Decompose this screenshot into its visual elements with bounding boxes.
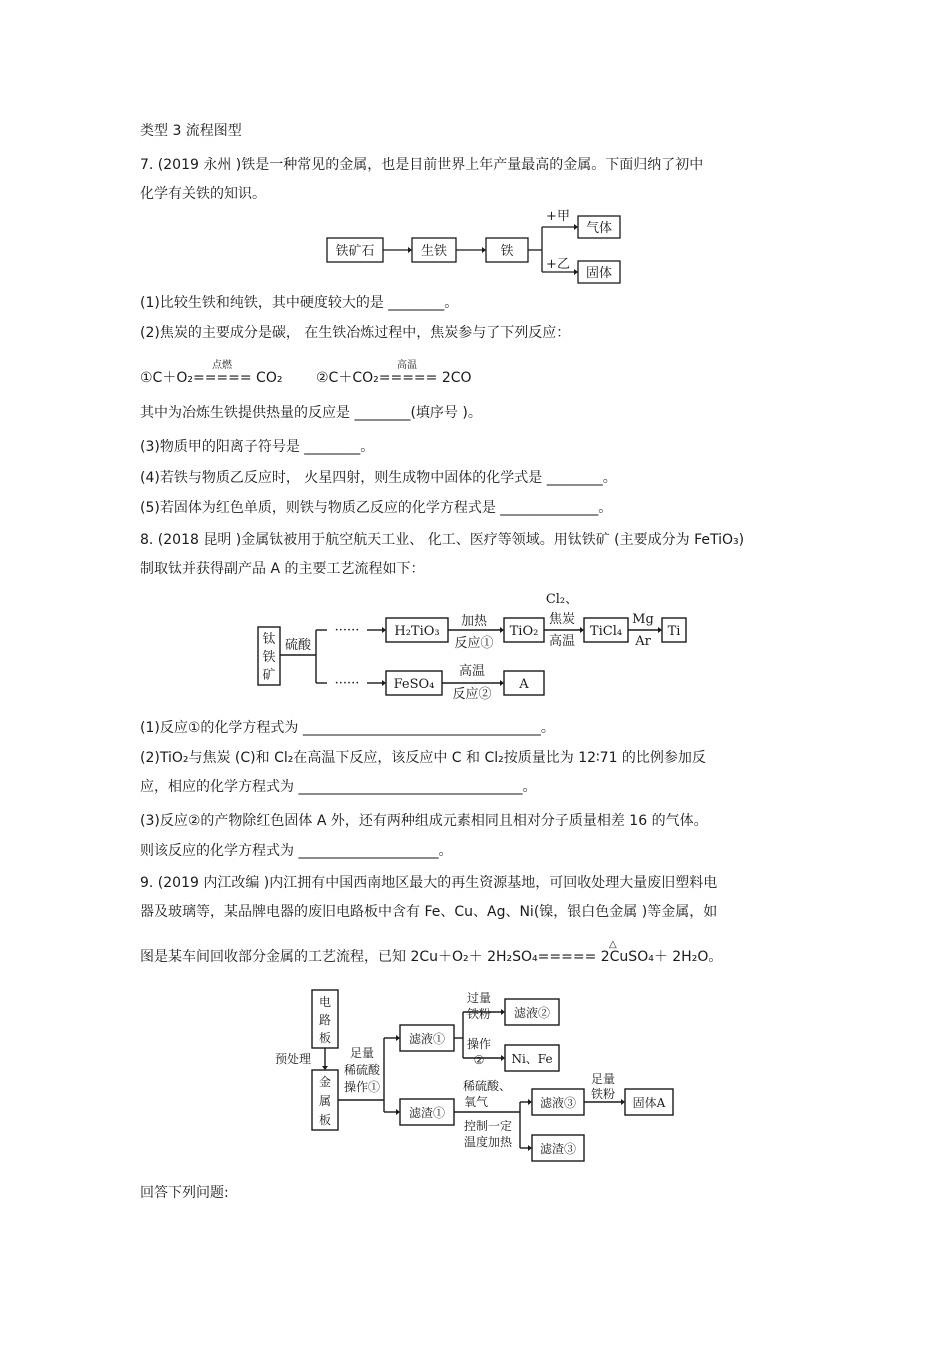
q9-metal-char3: 板 <box>318 1113 332 1127</box>
q9-intro-line3: 图是某车间回收部分金属的工艺流程，已知 2Cu＋O₂＋ 2H₂SO₄===== 2CuSO₄＋ 2H₂O。 <box>140 949 723 965</box>
q9-label-solid-a: 固体A <box>632 1096 666 1110</box>
q9-label-op2a: 操作 <box>466 1037 492 1051</box>
q8-titanium-flow-diagram <box>250 585 700 705</box>
q8-label-acid: 硫酸 <box>284 638 312 653</box>
q8-label-high-temp2: 高温 <box>458 664 486 679</box>
q8-label-react1: 反应① <box>454 636 494 651</box>
q9-label-enough: 足量 <box>349 1046 375 1060</box>
q7-label-iron: 铁 <box>500 244 514 259</box>
q8-ore-char3: 矿 <box>262 668 276 683</box>
q8-ore-char2: 铁 <box>262 650 276 665</box>
q7-reaction2: ②C＋CO₂===== 2CO <box>316 370 472 386</box>
q7-intro-line2: 化学有关铁的知识。 <box>140 186 266 202</box>
q7-label-ore: 铁矿石 <box>335 244 375 259</box>
q7-reaction2-condition: 高温 <box>397 360 417 371</box>
q7-label-plus-yi: +乙 <box>546 257 570 272</box>
q8-intro-line1: 8. (2018 昆明 )金属钛被用于航空航天工业、 化工、医疗等领域。用钛铁矿 (主要成分为 FeTiO₃) <box>140 532 745 548</box>
q7-part3: (3)物质甲的阳离子符号是 ________。 <box>140 439 375 455</box>
q8-part2-line2: 应，相应的化学方程式为 ________________________________。 <box>140 779 537 795</box>
q7-part5: (5)若固体为红色单质，则铁与物质乙反应的化学方程式是 ______________。 <box>140 500 613 516</box>
q8-label-feso4: FeSO₄ <box>393 677 435 692</box>
q8-label-high-temp: 高温 <box>548 634 576 649</box>
q7-part2-question: 其中为冶炼生铁提供热量的反应是 ________(填序号 )。 <box>140 405 482 421</box>
q8-label-heat: 加热 <box>460 614 488 629</box>
q8-label-ar: Ar <box>635 634 651 649</box>
q9-circuit-char2: 路 <box>318 1013 332 1027</box>
q9-label-dil-acid: 稀硫酸 <box>343 1063 381 1077</box>
q8-part2-line1: (2)TiO₂与焦炭 (C)和 Cl₂在高温下反应，该反应中 C 和 Cl₂按质量比为 12∶71 的比例参加反 <box>140 750 706 766</box>
q8-part3-line1: (3)反应②的产物除红色固体 A 外，还有两种组成元素相同且相对分子质量相差 16 的气体。 <box>140 813 708 829</box>
q9-label-enough2: 足量 <box>590 1072 616 1086</box>
q7-intro-line1: 7. (2019 永州 )铁是一种常见的金属，也是目前世界上年产量最高的金属。下面归纳了初中 <box>140 157 704 173</box>
q8-label-a: A <box>519 677 529 692</box>
q8-part1: (1)反应①的化学方程式为 __________________________________。 <box>140 720 555 736</box>
q8-label-h2tio3: H₂TiO₃ <box>394 624 440 639</box>
q8-label-tio2: TiO₂ <box>509 624 539 639</box>
q7-iron-flow-diagram <box>320 205 630 290</box>
q9-intro-line1: 9. (2019 内江改编 )内江拥有中国西南地区最大的再生资源基地，可回收处理大量废旧塑料电 <box>140 875 718 891</box>
q9-label-pretreatment: 预处理 <box>274 1052 312 1066</box>
q9-label-control-line2: 温度加热 <box>463 1135 513 1149</box>
q8-intro-line2: 制取钛并获得副产品 A 的主要工艺流程如下： <box>140 561 425 577</box>
q8-label-cl2: Cl₂、 <box>545 592 579 607</box>
q9-circuit-char1: 电 <box>318 995 332 1009</box>
q8-dots-bottom: ······ <box>334 676 360 691</box>
q9-metal-char1: 金 <box>318 1075 332 1089</box>
q9-label-filtrate2: 滤液② <box>513 1006 551 1020</box>
q9-label-excess: 过量 <box>466 991 492 1005</box>
q9-answer-prompt: 回答下列问题: <box>140 1185 229 1201</box>
q9-label-acid-o2-line2: 氧气 <box>463 1095 489 1109</box>
q7-label-gas: 气体 <box>585 221 613 236</box>
q7-part4: (4)若铁与物质乙反应时， 火星四射，则生成物中固体的化学式是 ________。 <box>140 470 617 486</box>
q9-intro-line2: 器及玻璃等，某品牌电器的废旧电路板中含有 Fe、Cu、Ag、Ni(镍，银白色金属 )等金属，如 <box>140 904 718 920</box>
q9-metal-char2: 属 <box>318 1094 332 1108</box>
q9-label-residue3: 滤渣③ <box>539 1142 577 1156</box>
q7-part2: (2)焦炭的主要成分是碳， 在生铁冶炼过程中，焦炭参与了下列反应： <box>140 325 571 341</box>
q9-label-filtrate1: 滤液① <box>408 1032 446 1046</box>
q7-label-solid: 固体 <box>585 266 613 281</box>
q7-reaction1-condition: 点燃 <box>212 360 232 371</box>
section-title: 类型 3 流程图型 <box>140 123 242 139</box>
q9-label-control-line1: 控制一定 <box>463 1119 513 1133</box>
q8-part3-line2: 则该反应的化学方程式为 ____________________。 <box>140 843 453 859</box>
q8-label-ti: Ti <box>667 624 681 639</box>
q9-label-op1: 操作① <box>343 1080 381 1094</box>
q7-label-plus-jia: +甲 <box>546 209 570 224</box>
q9-label-iron-powder2: 铁粉 <box>590 1087 616 1101</box>
q9-label-iron-powder: 铁粉 <box>466 1007 492 1021</box>
q8-label-mg: Mg <box>632 612 654 627</box>
q8-label-coke: 焦炭 <box>548 612 576 627</box>
q7-label-pig-iron: 生铁 <box>420 244 448 259</box>
q8-label-ticl4: TiCl₄ <box>589 624 623 639</box>
q9-label-nife: Ni、Fe <box>511 1052 553 1066</box>
q9-circuit-char3: 板 <box>318 1031 332 1045</box>
q7-part1: (1)比较生铁和纯铁，其中硬度较大的是 ________。 <box>140 295 459 311</box>
q7-reaction1: ①C＋O₂===== CO₂ <box>140 370 283 386</box>
q9-label-acid-o2-line1: 稀硫酸、 <box>462 1079 512 1093</box>
q8-dots-top: ······ <box>334 623 360 638</box>
q8-ore-char1: 钛 <box>262 632 276 647</box>
q9-delta-condition: △ <box>609 939 617 950</box>
q9-label-filtrate3: 滤液③ <box>539 1096 577 1110</box>
q9-recycling-flow-diagram <box>270 985 690 1170</box>
q9-label-op2b: ② <box>473 1053 485 1067</box>
q8-label-react2: 反应② <box>452 687 492 702</box>
q9-label-residue1: 滤渣① <box>408 1106 446 1120</box>
